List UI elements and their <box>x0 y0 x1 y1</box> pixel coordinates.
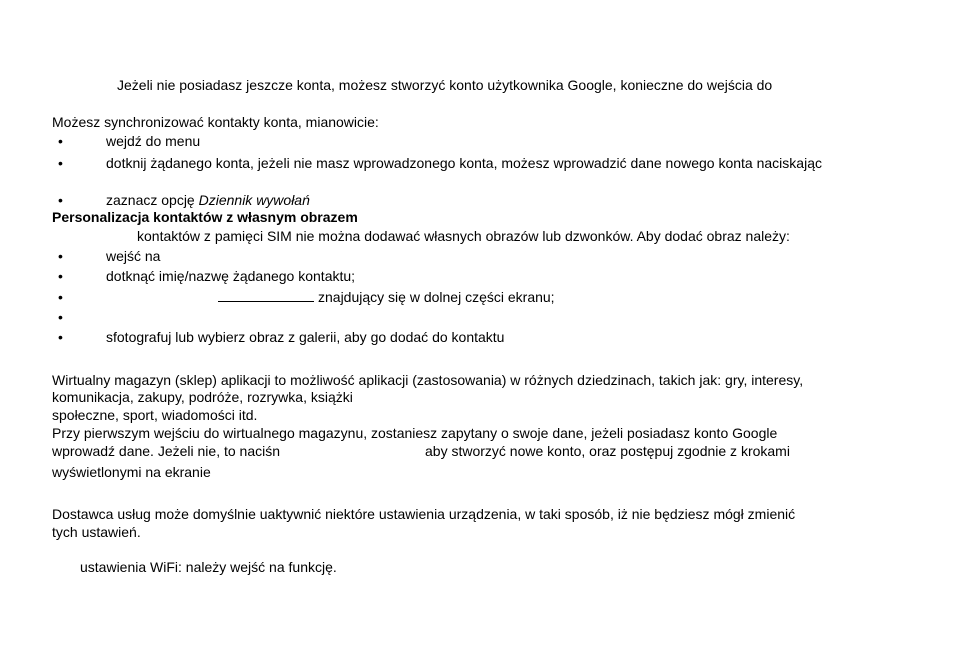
bullet: • <box>58 289 63 305</box>
bullet: • <box>58 133 63 149</box>
bullet: • <box>58 192 63 208</box>
personalize-item-touch-contact: dotknąć imię/nazwę żądanego kontaktu; <box>106 268 356 284</box>
store-line-4: Przy pierwszym wejściu do wirtualnego magazynu, zostaniesz zapytany o swoje dane, jeżeli posiadasz konto Google <box>52 425 778 441</box>
store-line-5a: wprowadź dane. Jeżeli nie, to naciśn <box>52 443 281 459</box>
store-line-1: Wirtualny magazyn (sklep) aplikacji to możliwość aplikacji (zastosowania) w różnych dziedzinach, takich jak: gry, interesy, <box>52 372 804 388</box>
sync-item-option-label: zaznacz opcję <box>106 192 199 208</box>
bullet: • <box>58 268 63 284</box>
sync-heading: Możesz synchronizować kontakty konta, mianowicie: <box>52 114 379 130</box>
bullet: • <box>58 155 63 171</box>
personalize-title: Personalizacja kontaktów z własnym obrazem <box>52 209 358 225</box>
provider-line-1: Dostawca usług może domyślnie uaktywnić niektóre ustawienia urządzenia, w taki sposób, iż nie będziesz mógł zmienić <box>52 506 796 522</box>
bullet: • <box>58 309 63 325</box>
store-line-5b: aby stworzyć nowe konto, oraz postępuj zgodnie z krokami <box>425 443 790 459</box>
wifi-settings-text: ustawienia WiFi: należy wejść na funkcję. <box>80 559 337 575</box>
sync-item-account: dotknij żądanego konta, jeżeli nie masz wprowadzonego konta, możesz wprowadzić dane nowego konta naciskając <box>106 155 822 171</box>
store-line-3: społeczne, sport, wiadomości itd. <box>52 407 258 423</box>
store-line-2: komunikacja, zakupy, podróże, rozrywka, książki <box>52 389 353 405</box>
personalize-item-button-location <box>218 289 555 306</box>
personalize-item-button-location-text: znajdujący się w dolnej części ekranu; <box>318 289 555 305</box>
personalize-text: kontaktów z pamięci SIM nie można dodawać własnych obrazów lub dzwonków. Aby dodać obraz należy: <box>137 228 790 244</box>
sync-item-option <box>106 192 310 209</box>
bullet: • <box>58 248 63 264</box>
bullet: • <box>58 329 63 345</box>
personalize-item-enter: wejść na <box>106 248 161 264</box>
sync-item-menu: wejdź do menu <box>106 133 201 149</box>
blank-underline <box>218 289 314 302</box>
call-log-option-name: Dziennik wywołań <box>198 192 310 208</box>
google-account-paragraph: Jeżeli nie posiadasz jeszcze konta, możesz stworzyć konto użytkownika Google, konieczne do wejścia do <box>117 77 773 93</box>
personalize-item-photo: sfotografuj lub wybierz obraz z galerii, aby go dodać do kontaktu <box>106 329 505 345</box>
store-line-6: wyświetlonymi na ekranie <box>52 464 211 480</box>
provider-line-2: tych ustawień. <box>52 524 141 540</box>
